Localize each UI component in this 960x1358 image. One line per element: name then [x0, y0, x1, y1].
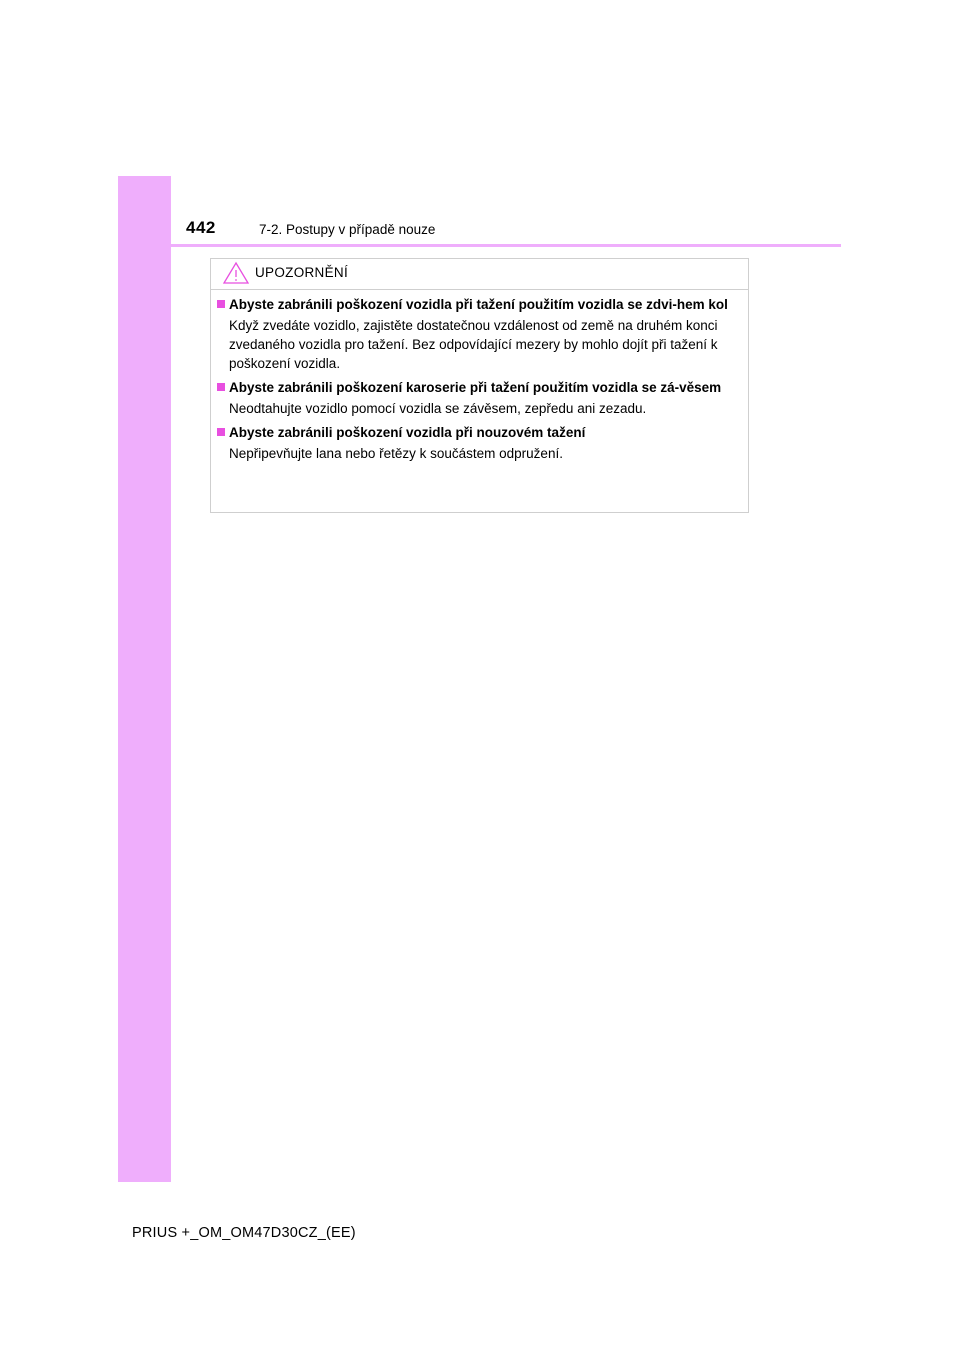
warning-header — [211, 259, 748, 290]
warning-label: UPOZORNĚNÍ — [255, 265, 349, 280]
warning-item-text: Neodtahujte vozidlo pomocí vozidla se závěsem, zepředu ani zezadu. — [229, 401, 647, 416]
warning-item-text: Nepřipevňujte lana nebo řetězy k součástem odpružení. — [229, 446, 563, 461]
square-bullet-icon — [217, 428, 225, 436]
page-number: 442 — [186, 218, 216, 237]
warning-item — [217, 296, 742, 373]
warning-item-title: Abyste zabránili poškození vozidla při tažení použitím vozidla se zdvi-hem kol — [229, 297, 728, 312]
header-rule — [118, 244, 841, 247]
warning-box — [210, 258, 749, 513]
warning-item-title: Abyste zabránili poškození vozidla při nouzovém tažení — [229, 425, 586, 440]
warning-item-title: Abyste zabránili poškození karoserie při tažení použitím vozidla se zá-věsem — [229, 380, 722, 395]
document-code-footer: PRIUS +_OM_OM47D30CZ_(EE) — [132, 1225, 356, 1241]
warning-body — [211, 290, 748, 463]
warning-item — [217, 379, 742, 418]
warning-triangle-icon — [223, 261, 249, 285]
warning-item — [217, 424, 742, 463]
square-bullet-icon — [217, 300, 225, 308]
chapter-sidebar-tab — [118, 176, 171, 1182]
square-bullet-icon — [217, 383, 225, 391]
warning-item-text: Když zvedáte vozidlo, zajistěte dostatečnou vzdálenost od země na druhém konci zvedaného vozidla pro tažení. Bez odpovídající mezery by mohlo dojít při tažení k poškození vozidla. — [229, 318, 718, 371]
section-title: 7-2. Postupy v případě nouze — [259, 222, 436, 237]
